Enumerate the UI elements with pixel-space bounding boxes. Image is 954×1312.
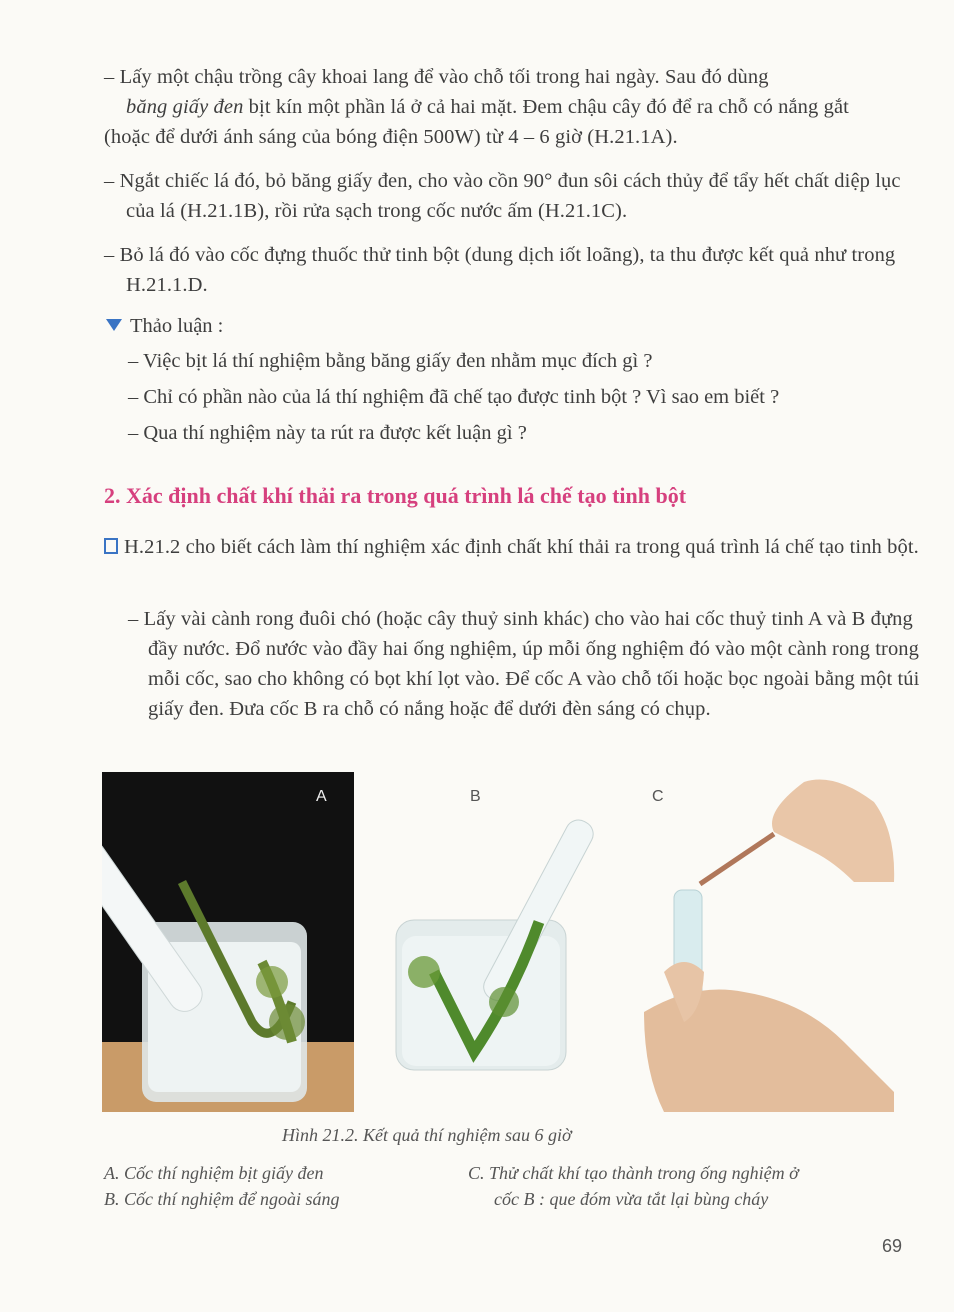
intro-item-1: – Lấy một chậu trồng cây khoai lang để vào chỗ tối trong hai ngày. Sau đó dùng băng giấy đen bịt kín một phần lá ở cả hai mặt. Đem chậu cây đó để ra chỗ có nắng gắt (hoặc để dưới ánh sáng của bóng điện 500W) từ 4 – 6 giờ (H.21.1A). [104,66,849,148]
intro-item-1-rest: bịt kín một phần lá ở cả hai mặt. Đem chậu cây đó để ra chỗ có nắng gắt (hoặc để dưới ánh sáng của bóng điện 500W) từ 4 – 6 giờ (H.21.1A). [104,96,849,148]
legend-item-b: B. Cốc thí nghiệm để ngoài sáng [104,1189,340,1209]
hands-illustration [634,772,904,1112]
section-step: – Lấy vài cành rong đuôi chó (hoặc cây thuỷ sinh khác) cho vào hai cốc thuỷ tinh A và B đựng đầy nước. Đổ nước vào đầy hai ống nghiệm, úp mỗi ống nghiệm đó vào một cành rong trong mỗi cốc, sao cho không có bọt khí lọt vào. Để cốc A vào chỗ tối hoặc bọc ngoài bằng một túi giấy đen. Đưa cốc B ra chỗ có nắng hoặc để dưới đèn sáng có chụp. [128,608,920,720]
intro-item-3-text: Bỏ lá đó vào cốc đựng thuốc thử tinh bột (dung dịch iốt loãng), ta thu được kết quả như trong H.21.1.D. [119,244,896,296]
panel-label-a: A [316,788,327,805]
panel-label-b: B [470,788,481,805]
photo-beaker-b [354,772,634,1112]
beaker-a-illustration [102,772,354,1112]
figure-21-2 [100,772,904,1112]
legend-right [468,1160,799,1212]
discussion-question-2: – Chỉ có phần nào của lá thí nghiệm đã chế tạo được tinh bột ? Vì sao em biết ? [128,386,780,408]
section-intro: H.21.2 cho biết cách làm thí nghiệm xác định chất khí thải ra trong quá trình lá chế tạo tinh bột. [104,532,924,562]
square-bullet-icon [104,538,118,554]
beaker-b-illustration [354,772,634,1112]
figure-caption: Hình 21.2. Kết quả thí nghiệm sau 6 giờ [282,1125,572,1145]
intro-item-1-lead: Lấy một chậu trồng cây khoai lang để vào chỗ tối trong hai ngày. Sau đó dùng [119,66,769,88]
intro-item-2: – Ngắt chiếc lá đó, bỏ băng giấy đen, cho vào cồn 90° đun sôi cách thủy để tẩy hết chất diệp lục của lá (H.21.1B), rồi rửa sạch trong cốc nước ấm (H.21.1C). [104,170,901,222]
photo-test-hands [634,772,904,1112]
discussion-question-3: – Qua thí nghiệm này ta rút ra được kết luận gì ? [128,422,527,444]
intro-item-1-italic: băng giấy đen [126,96,244,118]
intro-item-2-text: Ngắt chiếc lá đó, bỏ băng giấy đen, cho vào cồn 90° đun sôi cách thủy để tẩy hết chất diệp lục của lá (H.21.1B), rồi rửa sạch trong cốc nước ấm (H.21.1C). [119,170,901,222]
discussion-question-1: – Việc bịt lá thí nghiệm bằng băng giấy đen nhằm mục đích gì ? [128,350,653,372]
page-number: 69 [881,1236,902,1256]
triangle-bullet-icon [106,319,122,331]
legend-left [104,1160,339,1212]
section-title: 2. Xác định chất khí thải ra trong quá trình lá chế tạo tinh bột [104,483,687,508]
legend-item-a: A. Cốc thí nghiệm bịt giấy đen [104,1163,324,1183]
discussion-heading: Thảo luận : [106,311,223,341]
intro-item-3: – Bỏ lá đó vào cốc đựng thuốc thử tinh bột (dung dịch iốt loãng), ta thu được kết quả như trong H.21.1.D. [104,244,896,296]
legend-item-c: C. Thử chất khí tạo thành trong ống nghiệm ở [468,1163,799,1183]
panel-label-c: C [652,788,664,805]
photo-beaker-a [102,772,354,1112]
legend-item-c-cont: cốc B : que đóm vừa tắt lại bùng cháy [494,1189,769,1209]
